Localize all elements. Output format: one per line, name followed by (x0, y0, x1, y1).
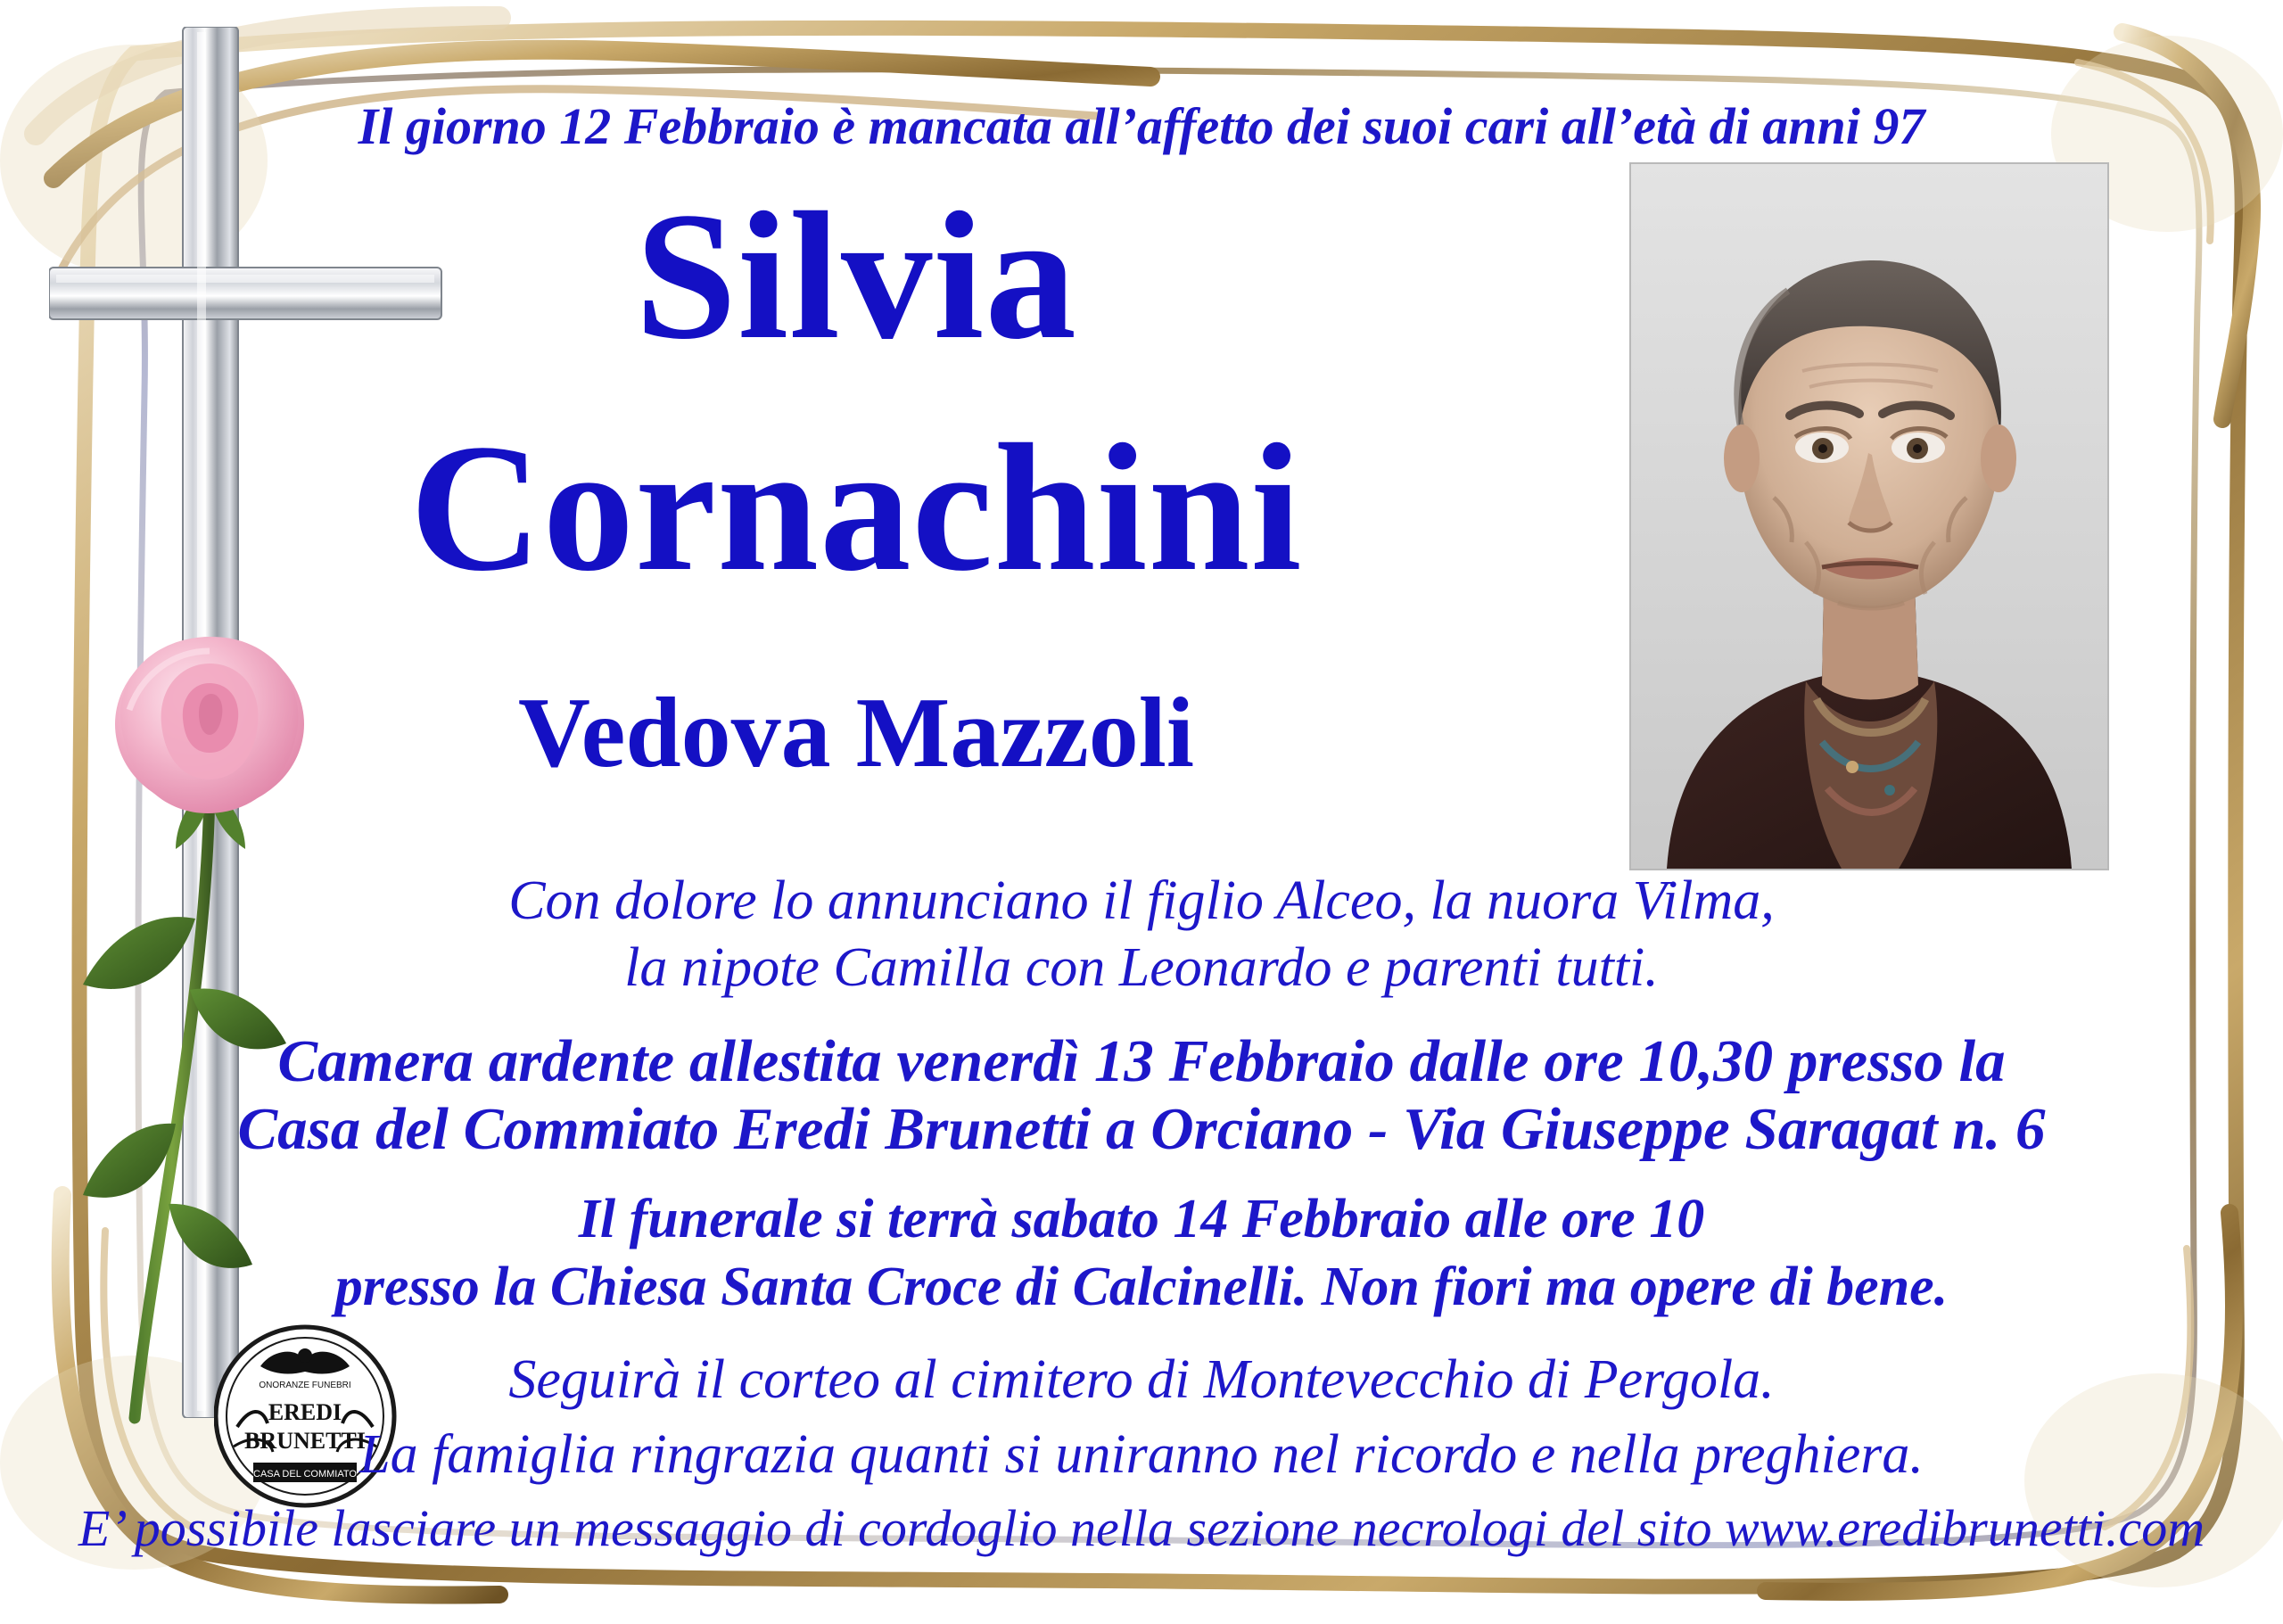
thanks-line: La famiglia ringrazia quanti si uniranno nel ricordo e nella preghiera. (359, 1424, 1924, 1485)
deceased-last-name: Cornachini (409, 407, 1303, 609)
website-line: E’ possibile lasciare un messaggio di cordoglio nella sezione necrologi del sito www.eredibrunetti.com (78, 1499, 2205, 1557)
portrait-photo (1629, 162, 2109, 870)
wake-line-2: Casa del Commiato Eredi Brunetti a Orciano - Via Giuseppe Saragat n. 6 (237, 1096, 2046, 1162)
family-line-1: Con dolore lo annunciano il figlio Alceo, la nuora Vilma, (508, 870, 1775, 931)
funeral-line-2-prefix: presso la Chiesa Santa Croce di Calcinelli. (334, 1257, 1322, 1317)
logo-name-line-2: BRUNETTI (244, 1428, 366, 1454)
deceased-first-name: Silvia (635, 175, 1077, 377)
family-line-2: la nipote Camilla con Leonardo e parenti tutti. (624, 937, 1659, 998)
deceased-widow-of: Vedova Mazzoli (518, 678, 1194, 788)
logo-name-line-1: EREDI (268, 1399, 342, 1425)
funeral-line-1: Il funerale si terrà sabato 14 Febbraio alle ore 10 (578, 1189, 1705, 1249)
logo-bottom-text: CASA DEL COMMIATO (253, 1469, 357, 1480)
no-flowers-emphasis: Non fiori ma opere di bene (1321, 1257, 1934, 1317)
wake-line-1: Camera ardente allestita venerdì 13 Febbraio dalle ore 10,30 presso la (277, 1028, 2006, 1094)
procession-line: Seguirà il corteo al cimitero di Montevecchio di Pergola. (508, 1349, 1775, 1410)
announcement-top-line: Il giorno 12 Febbraio è mancata all’affetto dei suoi cari all’età di anni 97 (358, 97, 1925, 155)
funeral-line-2-suffix: . (1933, 1257, 1949, 1317)
logo-top-text: ONORANZE FUNEBRI (259, 1381, 351, 1390)
funeral-line-2 (0, 1256, 2283, 1319)
